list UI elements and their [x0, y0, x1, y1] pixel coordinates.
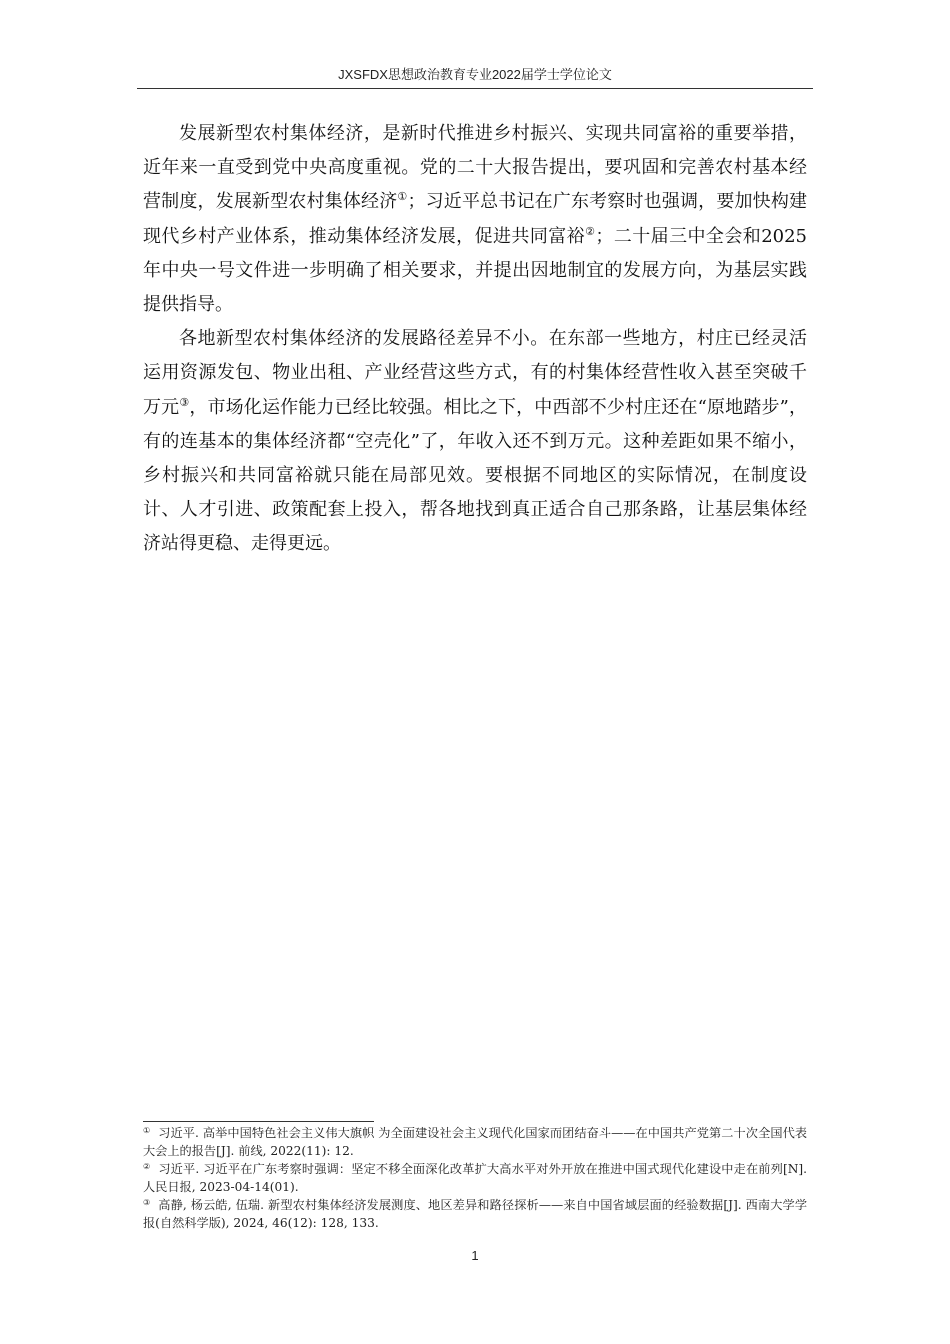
- footnote-ref-2[interactable]: ②: [585, 224, 596, 238]
- paragraph-2-part-2: ，市场化运作能力已经比较强。相比之下，中西部不少村庄还在“原地踏步”，有的连基本的集体经济都“空壳化”了，年收入还不到万元。这种差距如果不缩小，乡村振兴和共同富裕就只能在局部见效。要根据不同地区的实际情况，在制度设计、人才引进、政策配套上投入，帮各地找到真正适合自己那条路，让基层集体经济站得更稳、走得更远。: [143, 396, 807, 555]
- footnote-text-3: 高静, 杨云皓, 伍瑞. 新型农村集体经济发展测度、地区差异和路径探析——来自中国省域层面的经验数据[J]. 西南大学学报(自然科学版), 2024, 46(12): 128, 133.: [143, 1198, 808, 1231]
- main-body: [143, 117, 807, 562]
- paragraph-1: [143, 117, 807, 322]
- footnote-3: [143, 1196, 807, 1232]
- footnote-text-1: 习近平. 高举中国特色社会主义伟大旗帜 为全面建设社会主义现代化国家而团结奋斗——在中国共产党第二十次全国代表大会上的报告[J]. 前线, 2022(11): 12.: [143, 1126, 808, 1159]
- footnote-marker-1: ①: [143, 1126, 151, 1135]
- page-number: 1: [471, 1248, 479, 1263]
- paragraph-1-part-2: ；习近平总书记在广东考察时也强调，要加快构建现代乡村产业体系，推动集体经济发展，促进共同富裕: [143, 191, 808, 247]
- paragraph-1-part-3: ；二十届三中全会和2025年中央一号文件进一步明确了相关要求，并提出因地制宜的发展方向，为基层实践提供指导。: [143, 225, 808, 316]
- footnote-ref-3[interactable]: ③: [179, 395, 190, 409]
- footnote-text-2: 习近平. 习近平在广东考察时强调：坚定不移全面深化改革扩大高水平对外开放在推进中国式现代化建设中走在前列[N]. 人民日报, 2023-04-14(01).: [143, 1162, 808, 1195]
- footnote-ref-1[interactable]: ①: [397, 190, 408, 204]
- running-header: JXSFDX思想政治教育专业2022届学士学位论文: [338, 67, 612, 82]
- footnote-1: [143, 1124, 807, 1160]
- footnote-marker-3: ③: [143, 1198, 151, 1208]
- paragraph-2-part-1: 各地新型农村集体经济的发展路径差异不小。在东部一些地方，村庄已经灵活运用资源发包、物业出租、产业经营这些方式，有的村集体经营性收入甚至突破千万元: [143, 328, 807, 418]
- footnote-2: [143, 1160, 807, 1196]
- header-divider: [137, 88, 813, 89]
- footnotes: [143, 1124, 807, 1233]
- paragraph-1-part-1: 发展新型农村集体经济，是新时代推进乡村振兴、实现共同富裕的重要举措，近年来一直受到党中央高度重视。党的二十大报告提出，要巩固和完善农村基本经营制度，发展新型农村集体经济: [143, 123, 807, 213]
- paragraph-2: [143, 322, 807, 561]
- footnote-marker-2: ②: [143, 1162, 151, 1172]
- footnote-divider: [143, 1121, 374, 1122]
